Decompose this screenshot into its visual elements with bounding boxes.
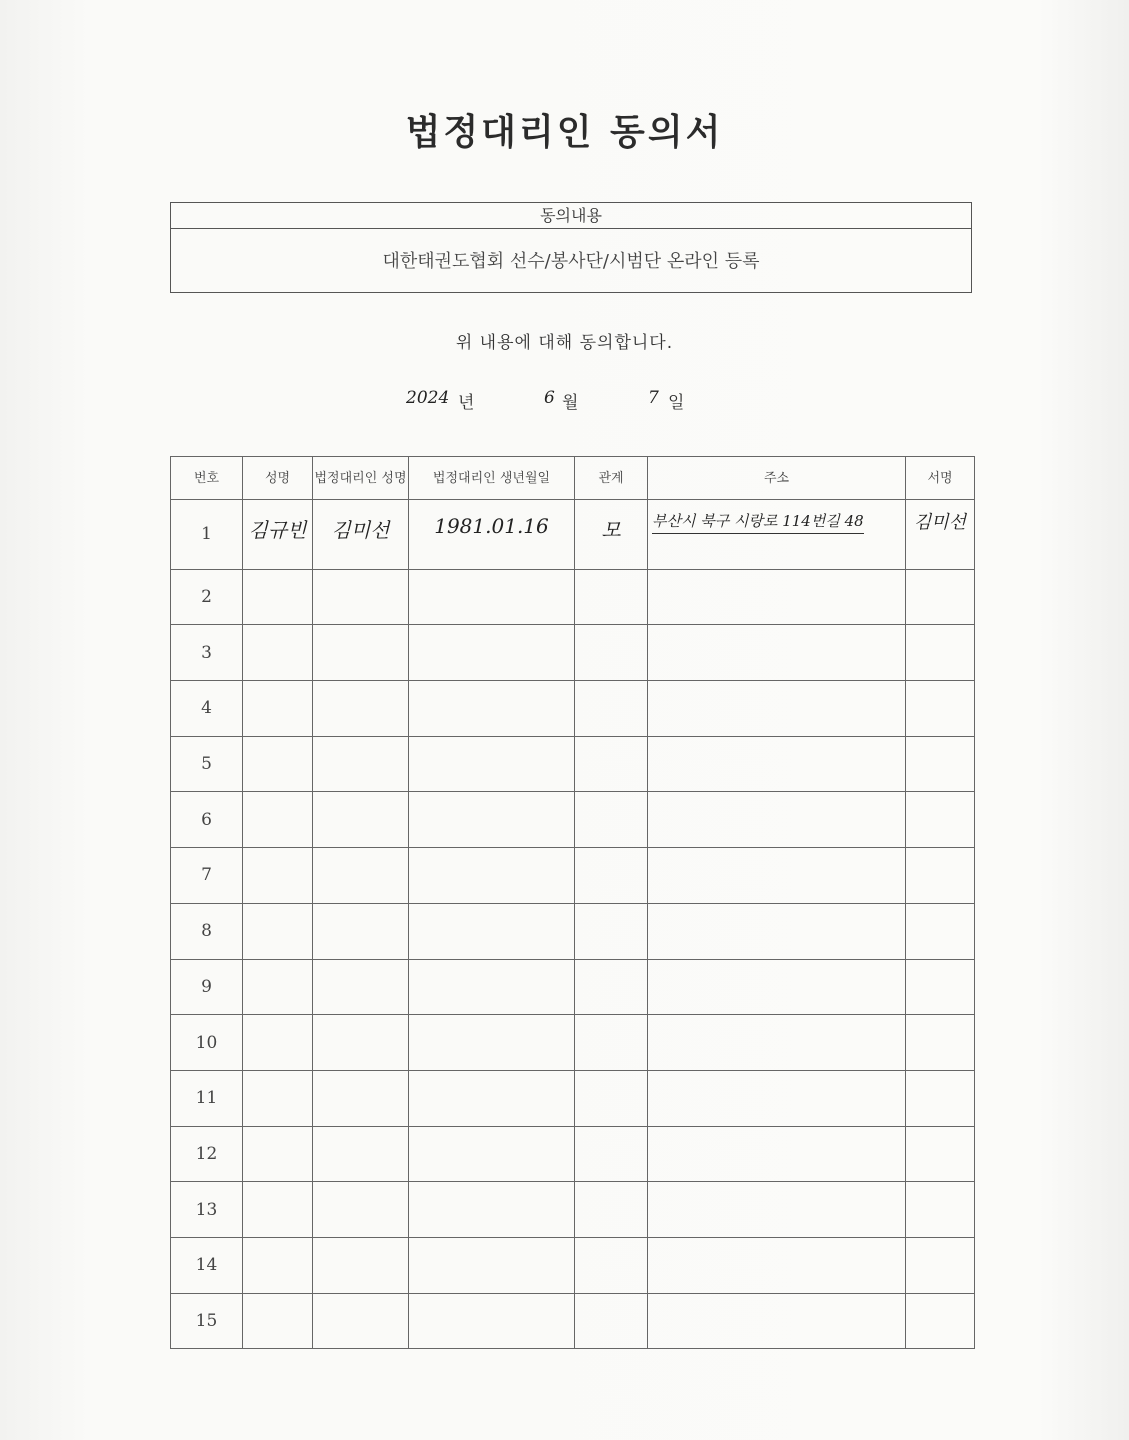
cell-name	[243, 959, 313, 1015]
cell-number: 2	[171, 569, 243, 625]
table-row	[171, 1237, 975, 1293]
cell-guardian-name	[313, 1015, 409, 1071]
address-text: 부산시 북구 시랑로 114번길 48	[652, 512, 864, 534]
table-row	[171, 848, 975, 904]
cell-guardian-name	[313, 1070, 409, 1126]
table-row	[171, 1182, 975, 1238]
cell-guardian-name	[313, 1182, 409, 1238]
table-row	[171, 681, 975, 737]
table-row	[171, 625, 975, 681]
date-year: 2024	[406, 388, 450, 408]
cell-number: 14	[171, 1237, 243, 1293]
cell-signature	[906, 736, 975, 792]
cell-address	[648, 1126, 906, 1182]
table-row	[171, 903, 975, 959]
cell-name	[243, 625, 313, 681]
table-row	[171, 1015, 975, 1071]
cell-number: 5	[171, 736, 243, 792]
consent-body: 대한태권도협회 선수/봉사단/시범단 온라인 등록	[382, 251, 760, 272]
cell-name: 김규빈	[243, 500, 313, 570]
cell-guardian-name	[313, 625, 409, 681]
cell-address	[648, 848, 906, 904]
table-row	[171, 569, 975, 625]
cell-relation	[575, 1126, 648, 1182]
cell-name	[243, 792, 313, 848]
cell-signature	[906, 625, 975, 681]
date-line	[0, 386, 1129, 416]
cell-signature	[906, 1182, 975, 1238]
date-month-label: 월	[562, 393, 579, 413]
header-address: 주소	[648, 457, 906, 500]
cell-signature	[906, 1126, 975, 1182]
cell-address	[648, 681, 906, 737]
cell-guardian-name	[313, 681, 409, 737]
cell-guardian-name	[313, 848, 409, 904]
cell-name	[243, 1237, 313, 1293]
cell-relation	[575, 903, 648, 959]
cell-number: 9	[171, 959, 243, 1015]
table-row	[171, 1070, 975, 1126]
cell-number: 3	[171, 625, 243, 681]
cell-guardian-birth	[409, 736, 575, 792]
cell-name	[243, 1182, 313, 1238]
cell-guardian-birth	[409, 1070, 575, 1126]
cell-signature: 김미선	[906, 500, 975, 570]
cell-guardian-birth	[409, 1293, 575, 1349]
cell-guardian-name: 김미선	[313, 500, 409, 570]
cell-relation	[575, 792, 648, 848]
cell-number: 4	[171, 681, 243, 737]
cell-guardian-birth	[409, 681, 575, 737]
header-signature: 서명	[906, 457, 975, 500]
cell-number: 10	[171, 1015, 243, 1071]
cell-signature	[906, 959, 975, 1015]
cell-relation	[575, 736, 648, 792]
cell-address	[648, 1293, 906, 1349]
cell-number: 6	[171, 792, 243, 848]
cell-number: 7	[171, 848, 243, 904]
agreement-statement: 위 내용에 대해 동의합니다.	[455, 333, 674, 353]
cell-signature	[906, 1070, 975, 1126]
cell-signature	[906, 1293, 975, 1349]
cell-guardian-birth	[409, 1126, 575, 1182]
consent-content-box	[170, 202, 972, 293]
cell-guardian-birth	[409, 1015, 575, 1071]
cell-guardian-name	[313, 1293, 409, 1349]
table-header-row	[171, 457, 975, 500]
cell-name	[243, 681, 313, 737]
cell-guardian-name	[313, 736, 409, 792]
cell-relation	[575, 1293, 648, 1349]
table-row	[171, 792, 975, 848]
cell-guardian-name	[313, 1126, 409, 1182]
cell-signature	[906, 569, 975, 625]
cell-name	[243, 848, 313, 904]
cell-signature	[906, 792, 975, 848]
cell-name	[243, 1015, 313, 1071]
cell-address	[648, 959, 906, 1015]
cell-guardian-birth	[409, 848, 575, 904]
cell-name	[243, 569, 313, 625]
date-year-label: 년	[458, 393, 475, 413]
cell-number: 15	[171, 1293, 243, 1349]
cell-name	[243, 1126, 313, 1182]
header-guardian-birth: 법정대리인 생년월일	[409, 457, 575, 500]
cell-signature	[906, 1237, 975, 1293]
guardian-table	[170, 456, 975, 1349]
date-month: 6	[544, 388, 555, 408]
header-relation: 관계	[575, 457, 648, 500]
cell-relation	[575, 625, 648, 681]
cell-signature	[906, 681, 975, 737]
cell-relation	[575, 1182, 648, 1238]
cell-relation	[575, 848, 648, 904]
cell-signature	[906, 1015, 975, 1071]
cell-guardian-birth	[409, 959, 575, 1015]
cell-relation	[575, 1070, 648, 1126]
cell-address	[648, 736, 906, 792]
cell-number: 1	[171, 500, 243, 570]
cell-guardian-birth	[409, 1182, 575, 1238]
cell-name	[243, 903, 313, 959]
cell-relation	[575, 681, 648, 737]
cell-guardian-name	[313, 792, 409, 848]
cell-signature	[906, 848, 975, 904]
cell-guardian-birth	[409, 569, 575, 625]
cell-address	[648, 903, 906, 959]
table-row	[171, 1126, 975, 1182]
cell-guardian-birth	[409, 625, 575, 681]
table-row	[171, 500, 975, 570]
cell-address	[648, 1070, 906, 1126]
cell-guardian-birth	[409, 792, 575, 848]
header-name: 성명	[243, 457, 313, 500]
consent-header: 동의내용	[171, 203, 971, 229]
page-title: 법정대리인 동의서	[405, 112, 724, 153]
cell-address	[648, 500, 906, 570]
cell-guardian-name	[313, 959, 409, 1015]
cell-address	[648, 1237, 906, 1293]
date-day: 7	[648, 388, 659, 408]
cell-guardian-name	[313, 569, 409, 625]
cell-name	[243, 1070, 313, 1126]
cell-address	[648, 1182, 906, 1238]
cell-guardian-birth	[409, 903, 575, 959]
table-row	[171, 1293, 975, 1349]
cell-relation	[575, 1015, 648, 1071]
table-row	[171, 959, 975, 1015]
cell-number: 13	[171, 1182, 243, 1238]
cell-name	[243, 736, 313, 792]
cell-guardian-birth	[409, 1237, 575, 1293]
date-day-label: 일	[668, 393, 685, 413]
header-number: 번호	[171, 457, 243, 500]
cell-address	[648, 625, 906, 681]
cell-name	[243, 1293, 313, 1349]
cell-guardian-name	[313, 903, 409, 959]
cell-address	[648, 569, 906, 625]
cell-address	[648, 1015, 906, 1071]
cell-relation	[575, 569, 648, 625]
cell-number: 11	[171, 1070, 243, 1126]
cell-relation	[575, 1237, 648, 1293]
cell-number: 12	[171, 1126, 243, 1182]
header-guardian-name: 법정대리인 성명	[313, 457, 409, 500]
cell-guardian-birth: 1981.01.16	[409, 500, 575, 570]
cell-number: 8	[171, 903, 243, 959]
cell-guardian-name	[313, 1237, 409, 1293]
cell-address	[648, 792, 906, 848]
cell-relation: 모	[575, 500, 648, 570]
cell-relation	[575, 959, 648, 1015]
cell-signature	[906, 903, 975, 959]
table-row	[171, 736, 975, 792]
